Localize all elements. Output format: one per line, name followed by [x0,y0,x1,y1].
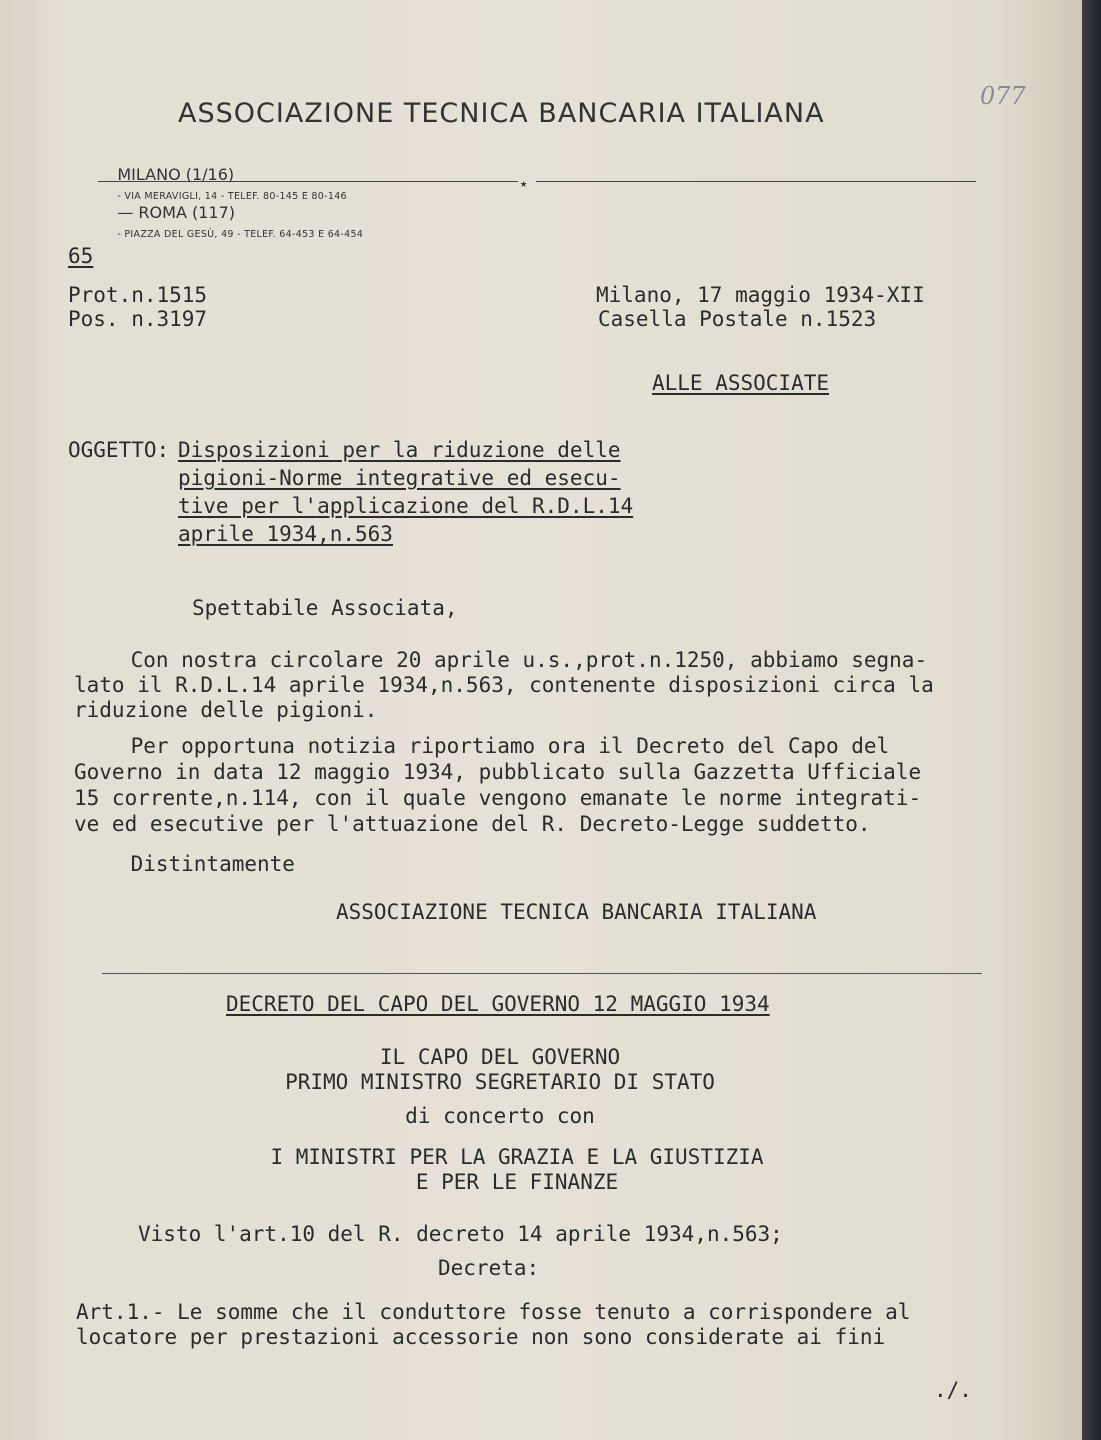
decreta-line: Decreta: [438,1256,540,1280]
page-continues-mark: ./. [934,1378,972,1402]
body-line: lato il R.D.L.14 aprile 1934,n.563, contenente disposizioni circa la [74,673,934,697]
decree-line: di concerto con [405,1104,595,1128]
body-line: 15 corrente,n.114, con il quale vengono emanate le norme integrati- [74,786,922,810]
body-line: Per opportuna notizia riportiamo ora il Decreto del Capo del [80,734,890,758]
decree-line: E PER LE FINANZE [415,1170,619,1194]
subject-label: OGGETTO: [68,438,170,462]
subject-line: aprile 1934,n.563 [178,522,393,546]
closing-line: Distintamente [80,852,295,876]
body-line: Con nostra circolare 20 aprile u.s.,prot.n.1250, abbiamo segna- [80,648,928,672]
roma-address: - PIAZZA DEL GESÙ, 49 - TELEF. 64-453 E 64-454 [117,229,364,240]
salutation: Spettabile Associata, [192,596,458,620]
letter-date: Milano, 17 maggio 1934-XII [596,283,925,307]
article-line: Art.1.- Le somme che il conduttore fosse tenuto a corrispondere al [76,1300,911,1324]
binder-edge [1082,0,1101,1440]
archive-number-mark: 077 [980,82,1026,110]
body-line: Governo in data 12 maggio 1934, pubblicato sulla Gazzetta Ufficiale [74,760,922,784]
signature-line: ASSOCIAZIONE TECNICA BANCARIA ITALIANA [336,900,817,924]
letterhead-title: ASSOCIAZIONE TECNICA BANCARIA ITALIANA [178,98,825,129]
visto-line: Visto l'art.10 del R. decreto 14 aprile 1934,n.563; [138,1222,783,1246]
letterhead-address [97,146,363,260]
protocol-number: Prot.n.1515 [68,283,208,307]
milano-label: MILANO (1/16) [117,165,235,184]
decree-line: PRIMO MINISTRO SEGRETARIO DI STATO [285,1070,715,1094]
decree-line: I MINISTRI PER LA GRAZIA E LA GIUSTIZIA [270,1145,764,1169]
decree-line: IL CAPO DEL GOVERNO [379,1045,621,1069]
body-line: riduzione delle pigioni. [74,698,378,722]
star-icon: ★ [520,176,528,190]
subject-line: tive per l'applicazione del R.D.L.14 [178,494,634,518]
letterhead-divider-left [98,181,518,182]
article-line: locatore per prestazioni accessorie non sono considerate ai fini [76,1325,886,1349]
subject-line: Disposizioni per la riduzione delle [178,438,621,462]
position-number: Pos. n.3197 [68,307,208,331]
subject-line: pigioni-Norme integrative ed esecu- [178,466,621,490]
roma-label: — ROMA (117) [117,203,235,222]
letterhead-divider-right [536,181,976,182]
milano-address: - VIA MERAVIGLI, 14 - TELEF. 80-145 E 80-146 [117,191,347,202]
decree-heading: DECRETO DEL CAPO DEL GOVERNO 12 MAGGIO 1934 [226,992,770,1016]
recipient-heading: ALLE ASSOCIATE [652,371,830,395]
reference-number: 65 [68,244,94,268]
section-divider [102,973,982,974]
postal-box: Casella Postale n.1523 [598,307,877,331]
body-line: ve ed esecutive per l'attuazione del R. Decreto-Legge suddetto. [74,812,871,836]
